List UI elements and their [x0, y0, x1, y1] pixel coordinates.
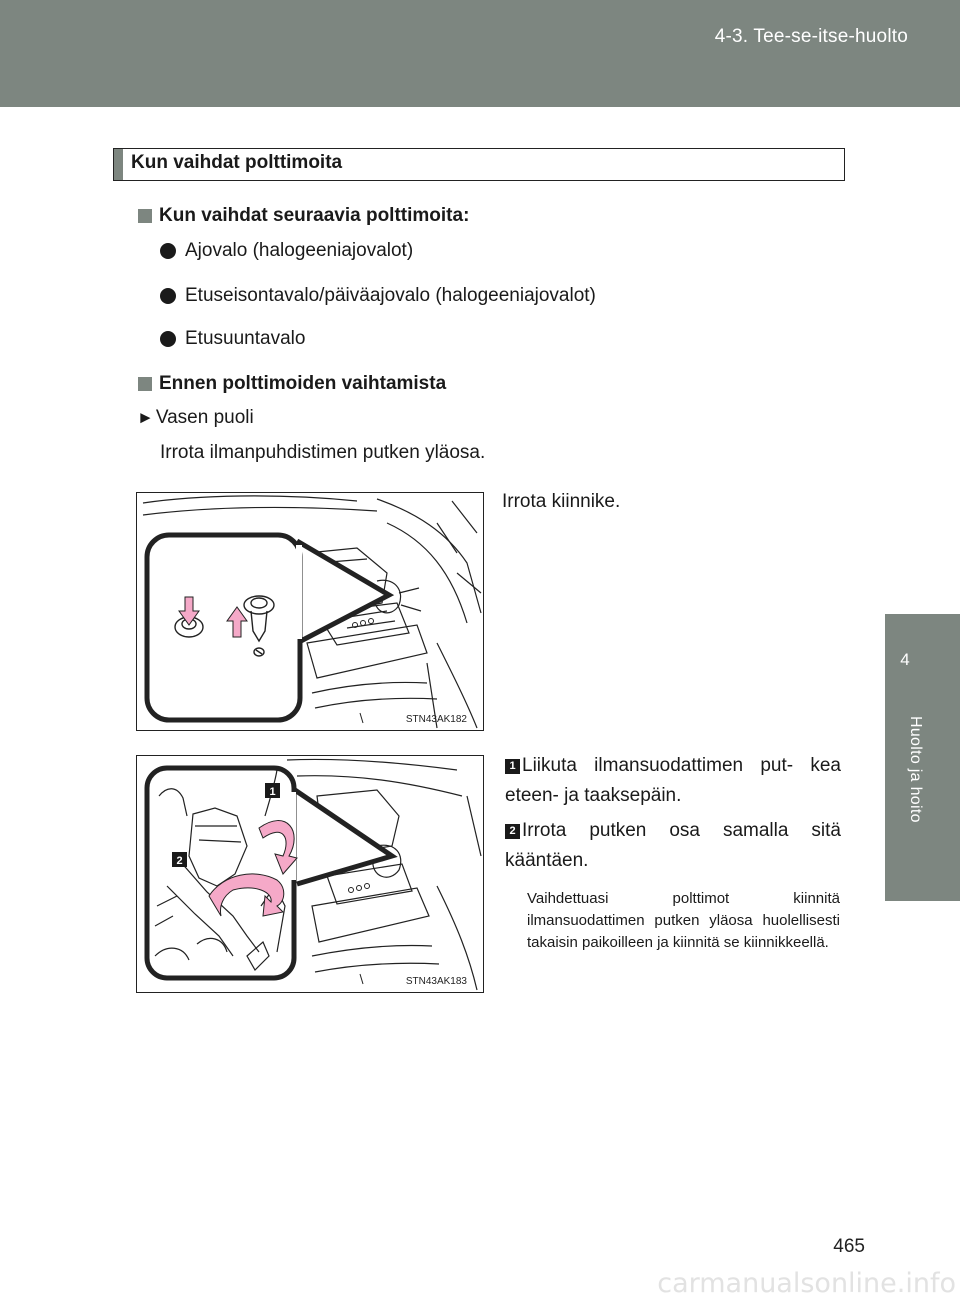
- step-item: [505, 816, 841, 876]
- figure-clip-removal: [136, 492, 484, 731]
- header-section-title: 4-3. Tee-se-itse-huolto: [714, 26, 908, 47]
- round-bullet-icon: [160, 331, 176, 347]
- side-marker-text: Vasen puoli: [155, 407, 254, 428]
- section-title-bar: [114, 149, 123, 180]
- side-marker: [137, 407, 254, 429]
- step-badge: 1: [505, 759, 520, 774]
- step-text: Liikuta ilmansuodattimen put- kea eteen- ja taaksepäin.: [505, 755, 841, 806]
- triangle-pointer-icon: ►: [137, 408, 154, 427]
- figure-step-badge: 2: [176, 855, 183, 867]
- figure-duct-removal: [136, 755, 484, 993]
- square-bullet-icon: [138, 209, 152, 223]
- list-item: [160, 285, 596, 307]
- list-item-text: Etusuuntavalo: [185, 328, 306, 349]
- heading-bulb-list: [138, 205, 469, 227]
- chapter-label: Huolto ja hoito: [907, 716, 924, 823]
- header-band: [0, 0, 960, 107]
- watermark: carmanualsonline.info: [657, 1268, 956, 1299]
- figure-code: STN43AK182: [405, 714, 467, 725]
- heading-before-replacing-text: Ennen polttimoiden vaihtamista: [159, 373, 447, 394]
- list-item: [160, 240, 413, 262]
- step-text: Irrota putken osa samalla sitä kääntäen.: [505, 820, 841, 871]
- heading-before-replacing: [138, 373, 446, 395]
- chapter-number: 4: [900, 650, 910, 669]
- list-item-text: Etuseisontavalo/päiväajovalo (halogeeniajovalot): [185, 285, 596, 306]
- air-duct-illustration: [137, 756, 483, 992]
- note-text: Vaihdettuasi polttimot kiinnitä ilmansuodattimen putken yläosa huolellisesti takaisin paikoilleen ja kiinnitä se kiinnikkeellä.: [527, 890, 840, 951]
- section-title: Kun vaihdat polttimoita: [131, 152, 343, 173]
- figure-code: STN43AK183: [405, 976, 467, 987]
- round-bullet-icon: [160, 243, 176, 259]
- heading-bulb-list-text: Kun vaihdat seuraavia polttimoita:: [159, 205, 470, 226]
- page-number: 465: [833, 1236, 865, 1257]
- list-item-text: Ajovalo (halogeeniajovalot): [185, 240, 414, 261]
- section-title-box: [113, 148, 845, 181]
- list-item: [160, 328, 305, 350]
- instruction-text: Irrota ilmanpuhdistimen putken yläosa.: [160, 442, 486, 463]
- figure-caption: Irrota kiinnike.: [502, 491, 621, 512]
- step-item: [505, 751, 841, 811]
- round-bullet-icon: [160, 288, 176, 304]
- chapter-side-tab: [885, 614, 960, 901]
- square-bullet-icon: [138, 377, 152, 391]
- step-badge: 2: [505, 824, 520, 839]
- figure-step-badge: 1: [269, 786, 276, 798]
- engine-bay-illustration: [137, 493, 483, 730]
